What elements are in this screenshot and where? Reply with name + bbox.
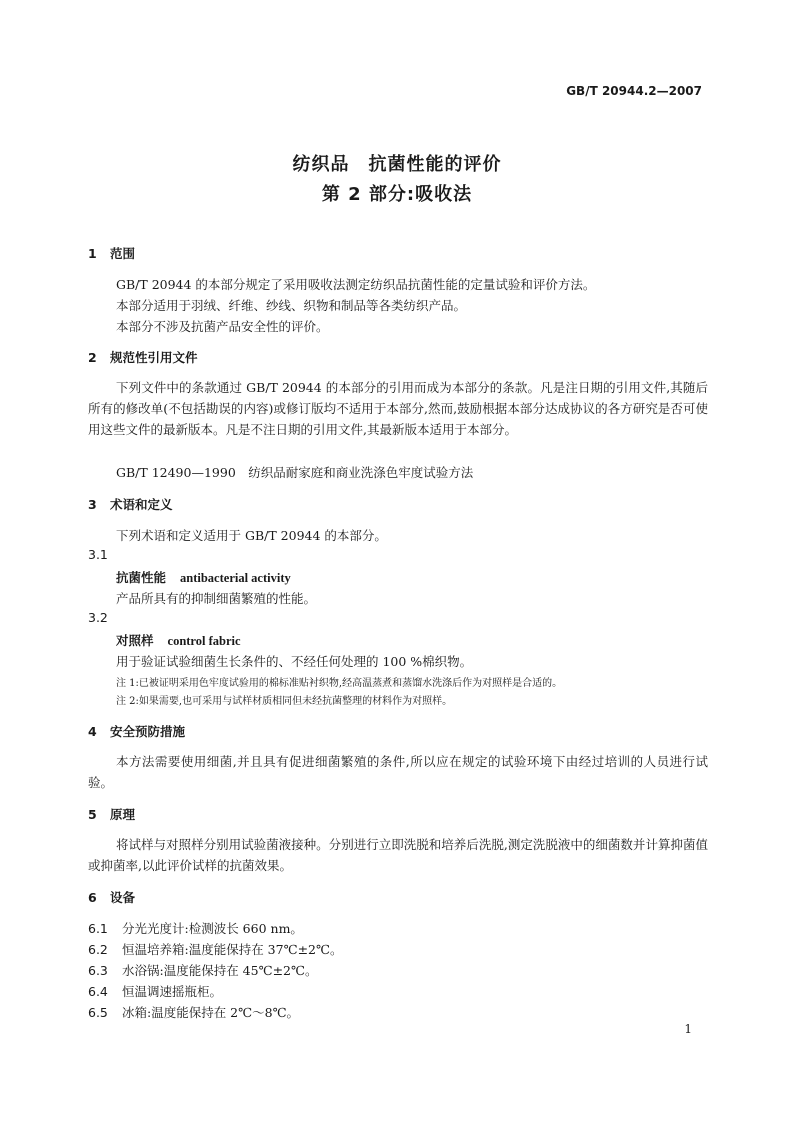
item-text: 恒温培养箱:温度能保持在 37℃±2℃。 [122, 942, 343, 957]
item-text: 水浴锅:温度能保持在 45℃±2℃。 [122, 963, 318, 978]
section-6-heading [88, 888, 135, 906]
section-1-heading [88, 244, 135, 262]
paragraph: 本部分不涉及抗菌产品安全性的评价。 [116, 319, 329, 334]
term-entry [116, 568, 291, 586]
section-number: 4 [88, 724, 97, 739]
section-title: 范围 [110, 246, 136, 261]
clause-number: 3.2 [88, 610, 108, 625]
paragraph: 本部分适用于羽绒、纤维、纱线、织物和制品等各类纺织产品。 [116, 298, 467, 313]
document-subtitle: 第 2 部分:吸收法 [321, 184, 473, 205]
term-definition: 用于验证试验细菌生长条件的、不经任何处理的 100 %棉织物。 [116, 654, 473, 669]
item-number: 6.4 [88, 984, 108, 999]
item-number: 6.5 [88, 1005, 108, 1020]
section-title: 规范性引用文件 [110, 350, 198, 365]
equipment-item [88, 982, 222, 1000]
equipment-item [88, 1003, 299, 1021]
item-text: 恒温调速摇瓶柜。 [122, 984, 223, 999]
equipment-item [88, 961, 317, 979]
equipment-item [88, 940, 342, 958]
item-text: 分光光度计:检测波长 660 nm。 [122, 921, 303, 936]
section-title: 术语和定义 [110, 497, 173, 512]
term-chinese: 对照样 [116, 633, 154, 648]
section-number: 3 [88, 497, 97, 512]
reference-item: GB/T 12490—1990 纺织品耐家庭和商业洗涤色牢度试验方法 [116, 465, 474, 480]
clause-number: 3.1 [88, 547, 108, 562]
section-title: 原理 [110, 807, 136, 822]
section-number: 1 [88, 246, 97, 261]
section-title: 安全预防措施 [110, 724, 186, 739]
note: 注 2:如果需要,也可采用与试样材质相同但未经抗菌整理的材料作为对照样。 [116, 696, 453, 707]
term-definition: 产品所具有的抑制细菌繁殖的性能。 [116, 591, 317, 606]
section-number: 2 [88, 350, 97, 365]
section-3-heading [88, 495, 173, 513]
note: 注 1:已被证明采用色牢度试验用的棉标准贴衬织物,经高温蒸煮和蒸馏水洗涤后作为对照样是合适的。 [116, 678, 563, 689]
item-number: 6.2 [88, 942, 108, 957]
term-chinese: 抗菌性能 [116, 570, 167, 585]
section-number: 6 [88, 890, 97, 905]
term-entry [116, 631, 241, 649]
term-english: antibacterial activity [180, 571, 291, 585]
section-title: 设备 [110, 890, 136, 905]
item-text: 冰箱:温度能保持在 2℃～8℃。 [122, 1005, 300, 1020]
paragraph: 下列术语和定义适用于 GB/T 20944 的本部分。 [116, 528, 387, 543]
standard-code: GB/T 20944.2—2007 [566, 84, 702, 98]
section-2-heading [88, 348, 198, 366]
section-4-heading [88, 722, 185, 740]
document-title: 纺织品 抗菌性能的评价 [292, 154, 502, 175]
page-number: 1 [684, 1022, 692, 1036]
paragraph: GB/T 20944 的本部分规定了采用吸收法测定纺织品抗菌性能的定量试验和评价方法。 [116, 277, 596, 292]
item-number: 6.1 [88, 921, 108, 936]
equipment-item [88, 919, 303, 937]
paragraph: 下列文件中的条款通过 GB/T 20944 的本部分的引用而成为本部分的条款。凡是注日期的引用文件,其随后所有的修改单(不包括勘误的内容)或修订版均不适用于本部分,然而,鼓励根据本部分达成协议的各方研究是否可使用这些文件的最新版本。凡是不注日期的引用文件,其最新版本适用于本部分。 [88, 380, 708, 437]
section-5-heading [88, 805, 135, 823]
paragraph: 本方法需要使用细菌,并且具有促进细菌繁殖的条件,所以应在规定的试验环境下由经过培训的人员进行试验。 [88, 754, 708, 790]
item-number: 6.3 [88, 963, 108, 978]
paragraph: 将试样与对照样分别用试验菌液接种。分别进行立即洗脱和培养后洗脱,测定洗脱液中的细菌数并计算抑菌值或抑菌率,以此评价试样的抗菌效果。 [88, 837, 708, 873]
section-number: 5 [88, 807, 97, 822]
term-english: control fabric [167, 634, 241, 648]
